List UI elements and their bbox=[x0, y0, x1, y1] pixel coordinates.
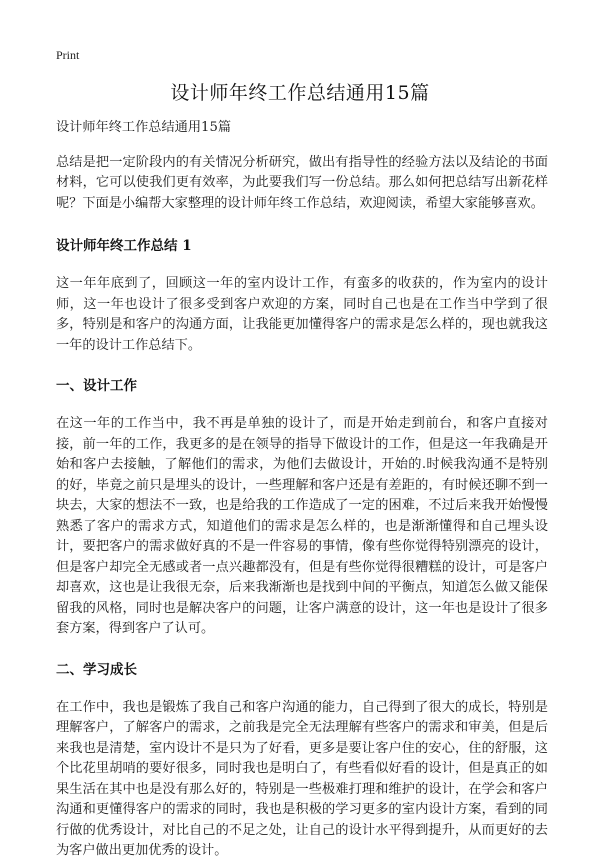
section1-paragraph: 这一年年底到了，回顾这一年的室内设计工作，有蛮多的收获的，作为室内的设计师，这一年也设计了很多受到客户欢迎的方案，同时自己也是在工作当中学到了很多，特别是和客户的沟通方面，让我能更加懂得客户的需求是怎么样的，现也就我这一年的设计工作总结下。 bbox=[56, 276, 548, 353]
intro-paragraph: 总结是把一定阶段内的有关情况分析研究，做出有指导性的经验方法以及结论的书面材料，它可以使我们更有效率，为此要我们写一份总结。那么如何把总结写出新花样呢？下面是小编帮大家整理的设计师年终工作总结，欢迎阅读，希望大家能够喜欢。 bbox=[56, 154, 548, 211]
learning-paragraph: 在工作中，我也是锻炼了我自己和客户沟通的能力，自己得到了很大的成长，特别是理解客户，了解客户的需求，之前我是完全无法理解有些客户的需求和审美，但是后来我也是清楚，室内设计不是只为了好看，更多是要让客户住的安心，住的舒服，这个比花里胡哨的要好很多，同时我也是明白了，有些看似好看的设计，但是真正的如果生活在其中也是没有那么好的，特别是一些极难打理和维护的设计，在学会和客户沟通和更懂得客户的需求的同时，我也是积极的学习更多的室内设计方案，看到的同行做的优秀设计，对比自己的不足之处，让自己的设计水平得到提升，从而更好的去为客户做出更加优秀的设计。 bbox=[56, 699, 548, 858]
section-heading-1: 设计师年终工作总结 1 bbox=[56, 238, 192, 254]
print-link[interactable]: Print bbox=[56, 48, 80, 62]
heading-design-work: 一、设计工作 bbox=[56, 378, 137, 394]
page-title: 设计师年终工作总结通用15篇 bbox=[170, 82, 430, 104]
design-work-paragraph: 在这一年的工作当中，我不再是单独的设计了，而是开始走到前台，和客户直接对接，前一年的工作，我更多的是在领导的指导下做设计的工作，但是这一年我确是开始和客户去接触，了解他们的需求，为他们去做设计，开始的.时候我沟通不是特别的好，毕竟之前只是埋头的设计，一些理解和客户还是有差距的，有时候还聊不到一块去，大家的想法不一致，也是给我的工作造成了一定的困难，不过后来我开始慢慢熟悉了客户的需求方式，知道他们的需求是怎么样的，也是渐渐懂得和自己埋头设计，要把客户的需求做好真的不是一件容易的事情，像有些你觉得特别漂亮的设计，但是客户却完全无感或者一点兴趣都没有，但是有些你觉得很糟糕的设计，可是客户却喜欢，这也是让我很无奈，后来我渐渐也是找到中间的平衡点，知道怎么做又能保留我的风格，同时也是解决客户的问题，让客户满意的设计，这一年也是设计了很多套方案，得到客户了认可。 bbox=[56, 416, 548, 636]
document-body bbox=[56, 118, 548, 862]
heading-learning: 二、学习成长 bbox=[56, 661, 137, 678]
document-subtitle: 设计师年终工作总结通用15篇 bbox=[56, 120, 232, 135]
